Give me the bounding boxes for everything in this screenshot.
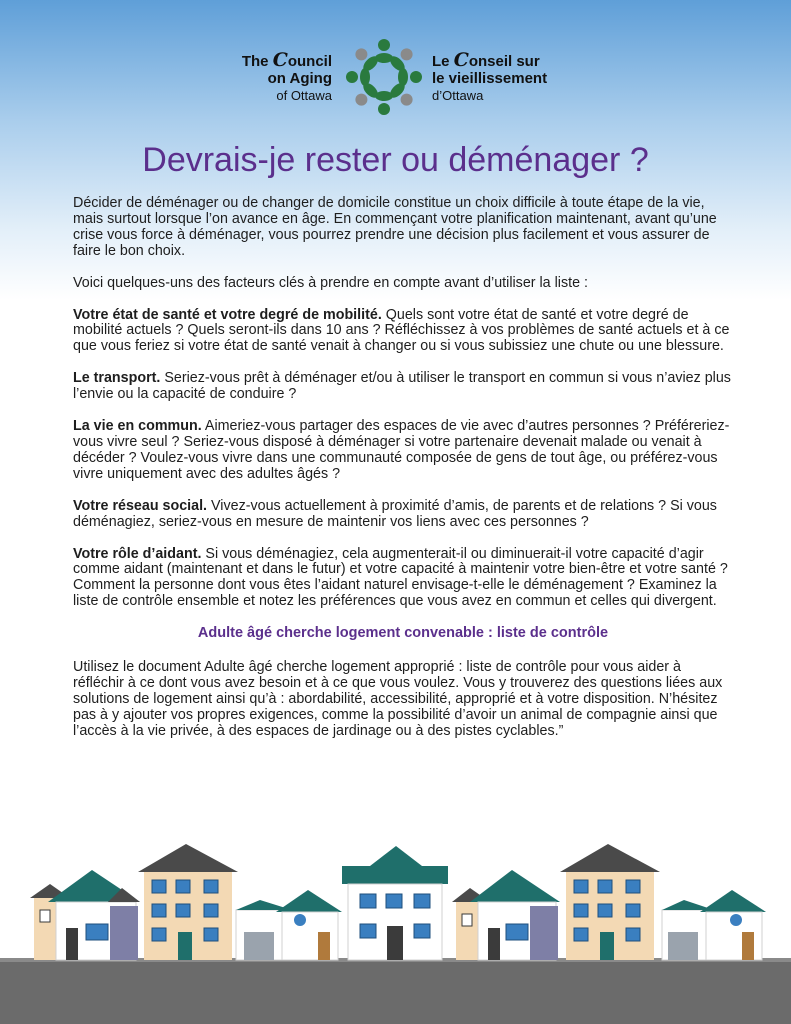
apartment-building-1 xyxy=(138,844,238,960)
logo-en-line1-rest: ouncil xyxy=(287,53,332,70)
apartment-building-2 xyxy=(560,844,660,960)
factor-social-network-paragraph xyxy=(73,499,733,531)
logo-en-line1-prefix: The xyxy=(241,53,273,70)
logo-fr-line1-prefix: Le xyxy=(432,53,454,70)
logo-fr-line2: le vieillissement xyxy=(432,70,548,87)
checklist-heading: Adulte âgé cherche logement convenable : liste de contrôle xyxy=(197,625,609,642)
factors-intro-paragraph: Voici quelques-uns des facteurs clés à prendre en compte avant d’utiliser la liste : xyxy=(73,274,588,291)
house-garage-2 xyxy=(662,890,766,960)
organization-logo xyxy=(0,36,791,122)
people-circle-icon xyxy=(343,36,425,118)
factor-transport-paragraph xyxy=(73,371,733,403)
factor-social-network-text: Vivez-vous actuellement à proximité d’amis, de parents et de relations ? Si vous déménagiez, seriez-vous en mesure de maintenir vos liens avec ces personnes ? xyxy=(73,497,717,530)
house-1 xyxy=(48,870,140,960)
factor-health-text: Quels sont votre état de santé et votre degré de mobilité actuels ? Quels seront-ils dans 10 ans ? Réfléchissez à vos problèmes de santé actuels et à ce que vous feriez si votre état de santé venait à changer ou si vous subissiez une chute ou une blessure. xyxy=(73,306,730,355)
page-title: Devrais-je rester ou déménager ? xyxy=(142,141,649,179)
houses-street-illustration xyxy=(0,840,791,1024)
intro-paragraph: Décider de déménager ou de changer de domicile constitue un choix difficile à toute étape de la vie, mais surtout lorsque l’on avance en âge. En commençant votre planification maintenant, avant qu’une crise vous force à déménager, vous pourrez prendre une décision plus facilement et vous assurer de faire le bon choix. xyxy=(73,195,717,259)
logo-text-french xyxy=(432,49,582,104)
logo-en-line2: on Aging xyxy=(267,70,332,87)
factor-shared-living-paragraph xyxy=(73,419,733,483)
factor-caregiver-text: Si vous déménagiez, cela augmenterait-il ou diminuerait-il votre capacité d’agir comme aidant (maintenant et dans le futur) et votre capacité à maintenir votre bien-être et votre santé ? Comment la personne dont vous êtes l’aidant naturel envisage-t-elle le déménagement ? Examinez la liste de contrôle ensemble et notez les préférences que vous avez en commun et celles qui divergent. xyxy=(73,545,728,610)
factor-shared-living-title: La vie en commun. xyxy=(73,418,202,435)
logo-en-line1-initial: C xyxy=(272,49,288,71)
logo-en-line3: of Ottawa xyxy=(276,88,332,103)
checklist-paragraph: Utilisez le document Adulte âgé cherche logement approprié : liste de contrôle pour vous aider à réfléchir à ce dont vous avez besoin et à ce que vous voulez. Vous y trouverez des questions liées aux solutions de logement ainsi qu’à : abordabilité, accessibilité, approprié et à votre disposition. N’hésitez pas à y ajouter vos propres exigences, comme la possibilité d’avoir un animal de compagnie ainsi que l’accès à la vie privée, à des espaces de jardinage ou à des pistes cyclables.” xyxy=(73,659,723,739)
factor-caregiver-title: Votre rôle d’aidant. xyxy=(73,545,202,562)
factor-transport-title: Le transport. xyxy=(73,370,161,387)
logo-fr-line1-initial: C xyxy=(453,49,469,71)
factor-social-network-title: Votre réseau social. xyxy=(73,497,208,514)
house-2 xyxy=(470,870,560,960)
factor-health-title: Votre état de santé et votre degré de mobilité. xyxy=(73,306,382,323)
logo-fr-line3: d’Ottawa xyxy=(432,88,484,103)
factor-caregiver-paragraph xyxy=(73,547,733,611)
house-central xyxy=(342,846,448,960)
logo-text-english xyxy=(228,49,332,104)
logo-fr-line1-rest: onseil sur xyxy=(468,53,540,70)
factor-shared-living-text: Aimeriez-vous partager des espaces de vie avec d’autres personnes ? Préféreriez-vous vivre seul ? Seriez-vous disposé à déménager si votre partenaire devenait malade ou venait à décéder ? Voulez-vous vivre dans une communauté composée de gens de tout âge, ou préférez-vous vivre uniquement avec des adultes âgés ? xyxy=(73,418,730,482)
house-garage-1 xyxy=(236,890,342,960)
document-body xyxy=(73,196,733,756)
factor-transport-text: Seriez-vous prêt à déménager et/ou à utiliser le transport en commun si vous n’aviez plus l’envie ou la capacité de conduire ? xyxy=(73,370,731,403)
factor-health-paragraph xyxy=(73,308,733,356)
